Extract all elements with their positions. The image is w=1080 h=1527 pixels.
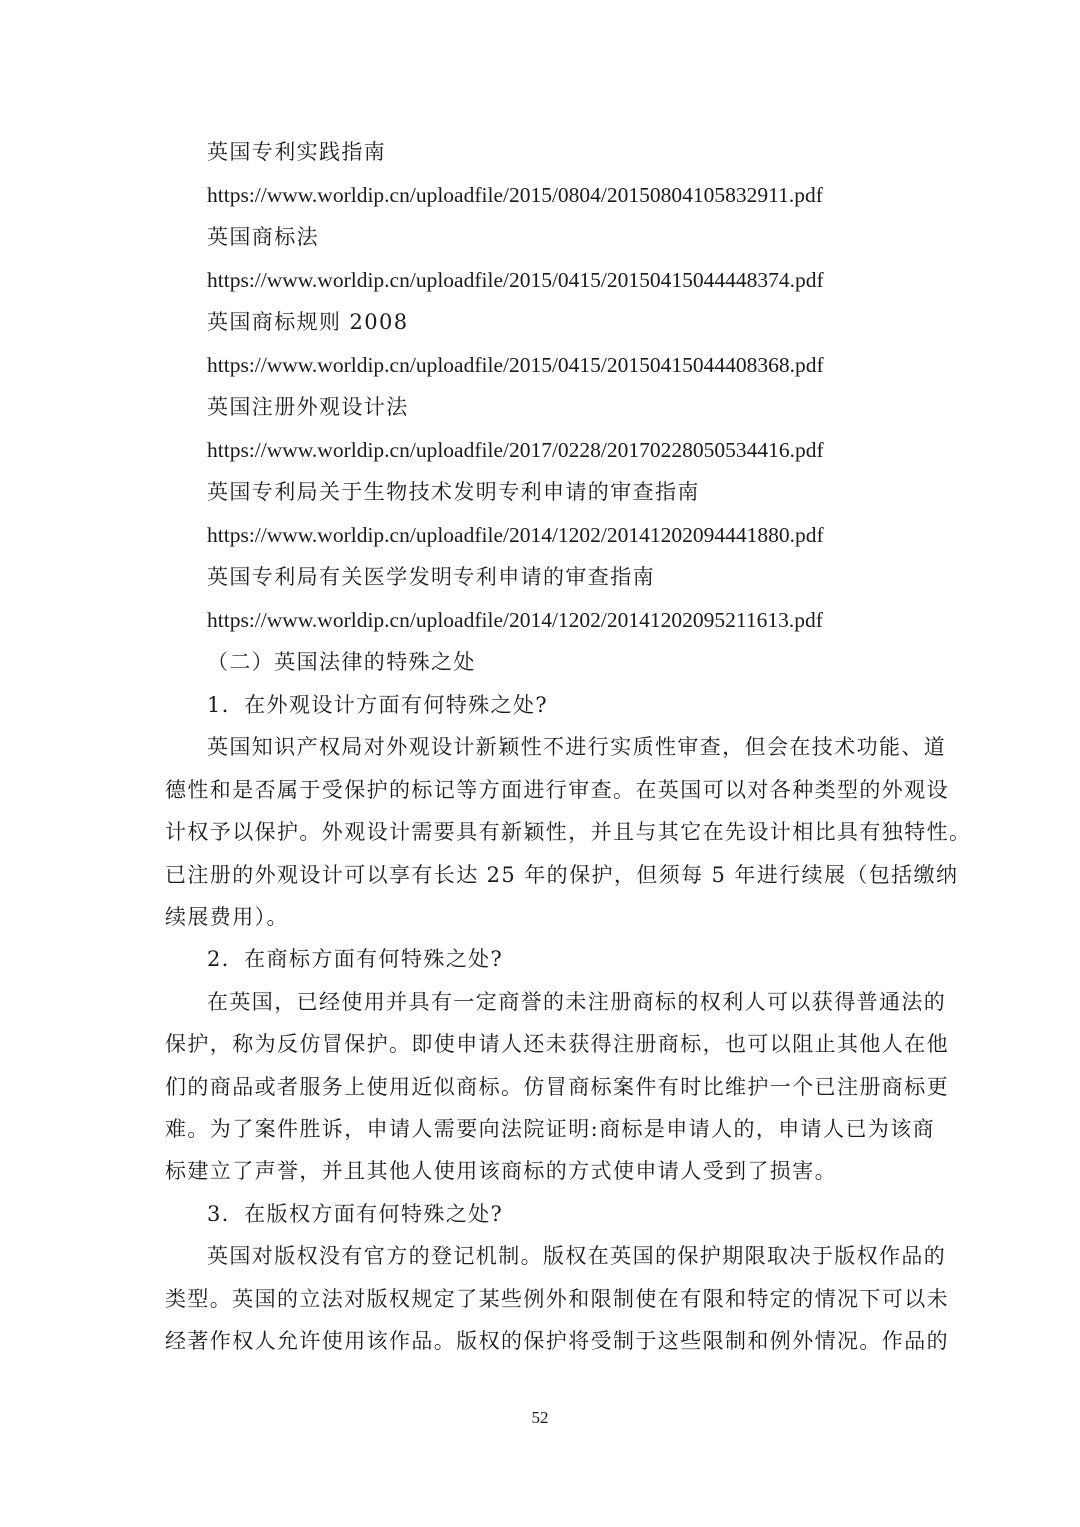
q3-paragraph-line: 英国对版权没有官方的登记机制。版权在英国的保护期限取决于版权作品的: [207, 1244, 947, 1268]
reference-title-5: 英国专利局关于生物技术发明专利申请的审查指南: [207, 480, 700, 504]
reference-url-3[interactable]: https://www.worldip.cn/uploadfile/2015/0415/20150415044408368.pdf: [207, 353, 824, 377]
q2-paragraph-line: 在英国，已经使用并具有一定商誉的未注册商标的权利人可以获得普通法的: [207, 990, 947, 1014]
reference-title-2: 英国商标法: [207, 225, 319, 249]
q1-paragraph-line: 英国知识产权局对外观设计新颖性不进行实质性审查，但会在技术功能、道: [207, 735, 947, 759]
q3-paragraph-line: 类型。英国的立法对版权规定了某些例外和限制使在有限和特定的情况下可以未: [165, 1287, 949, 1311]
q2-paragraph-line: 保护，称为反仿冒保护。即使申请人还未获得注册商标，也可以阻止其他人在他: [165, 1032, 949, 1056]
reference-title-4: 英国注册外观设计法: [207, 395, 409, 419]
q1-paragraph-line: 已注册的外观设计可以享有长达 25 年的保护，但须每 5 年进行续展（包括缴纳: [165, 863, 959, 887]
q2-heading: 2．在商标方面有何特殊之处?: [207, 947, 504, 971]
reference-url-1[interactable]: https://www.worldip.cn/uploadfile/2015/0804/20150804105832911.pdf: [207, 183, 823, 207]
q3-paragraph-line: 经著作权人允许使用该作品。版权的保护将受制于这些限制和例外情况。作品的: [165, 1329, 949, 1353]
reference-url-2[interactable]: https://www.worldip.cn/uploadfile/2015/0415/20150415044448374.pdf: [207, 268, 824, 292]
q2-paragraph-line: 难。为了案件胜诉，申请人需要向法院证明:商标是申请人的，申请人已为该商: [165, 1117, 936, 1141]
section-heading: （二）英国法律的特殊之处: [207, 650, 476, 674]
page-number: 52: [531, 1408, 549, 1427]
reference-title-3: 英国商标规则 2008: [207, 310, 409, 334]
reference-url-5[interactable]: https://www.worldip.cn/uploadfile/2014/1202/20141202094441880.pdf: [207, 523, 824, 547]
reference-title-6: 英国专利局有关医学发明专利申请的审查指南: [207, 565, 655, 589]
q2-paragraph-line: 们的商品或者服务上使用近似商标。仿冒商标案件有时比维护一个已注册商标更: [165, 1075, 949, 1099]
q2-paragraph-line: 标建立了声誉，并且其他人使用该商标的方式使申请人受到了损害。: [165, 1159, 837, 1183]
q3-heading: 3．在版权方面有何特殊之处?: [207, 1202, 504, 1226]
q1-heading: 1．在外观设计方面有何特殊之处?: [207, 693, 549, 717]
reference-url-6[interactable]: https://www.worldip.cn/uploadfile/2014/1202/20141202095211613.pdf: [207, 608, 823, 632]
reference-url-4[interactable]: https://www.worldip.cn/uploadfile/2017/0228/20170228050534416.pdf: [207, 438, 824, 462]
q1-paragraph-line: 德性和是否属于受保护的标记等方面进行审查。在英国可以对各种类型的外观设: [165, 778, 949, 802]
q1-paragraph-line: 计权予以保护。外观设计需要具有新颖性，并且与其它在先设计相比具有独特性。: [165, 820, 972, 844]
q1-paragraph-line: 续展费用）。: [165, 905, 289, 929]
reference-title-1: 英国专利实践指南: [207, 140, 387, 164]
